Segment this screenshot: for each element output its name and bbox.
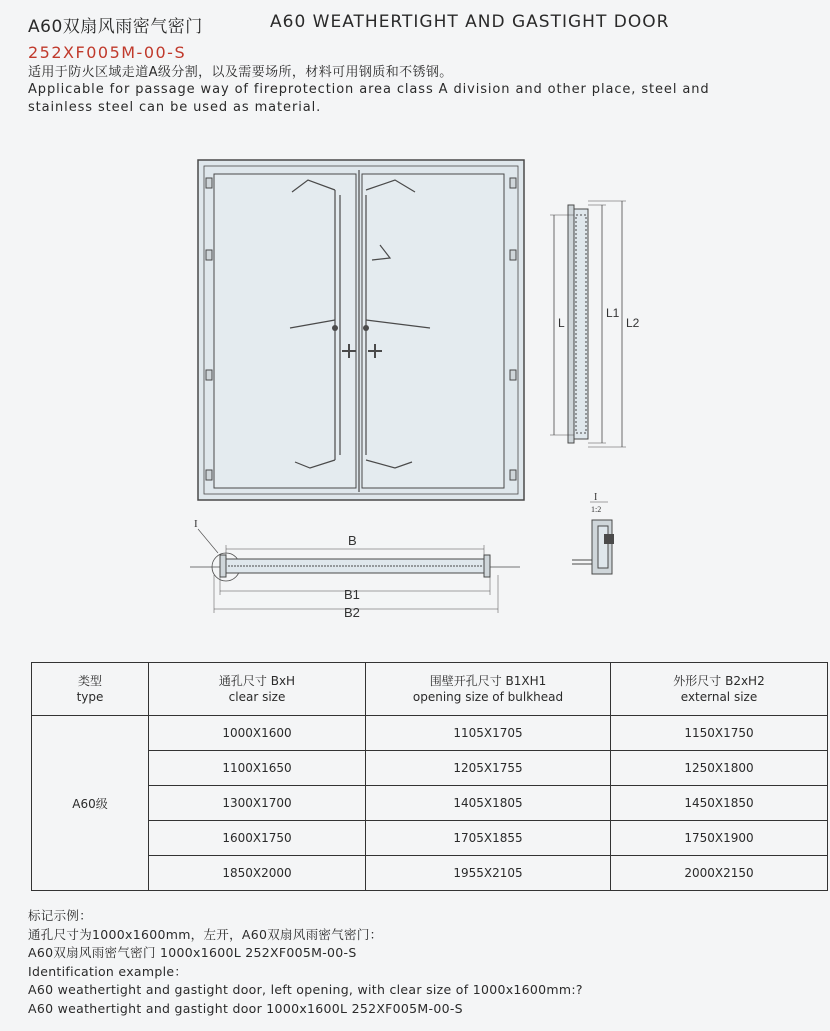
th-type-en: type — [76, 690, 104, 704]
cell-opening: 1205X1755 — [366, 751, 611, 786]
th-clear-cn: 通孔尺寸 BxH — [218, 674, 296, 688]
th-opening-en: opening size of bulkhead — [412, 690, 564, 704]
description-en-line1: Applicable for passage way of fireprotection area class A division and other place, steel and — [28, 82, 710, 97]
description-en-line2: stainless steel can be used as material. — [28, 100, 322, 115]
label-B2: B2 — [344, 605, 360, 620]
cell-external: 2000X2150 — [611, 856, 828, 891]
header — [28, 12, 828, 117]
th-external — [611, 663, 828, 716]
scale-label: 1:2 — [591, 505, 602, 514]
label-B1: B1 — [344, 587, 360, 602]
cell-external: 1750X1900 — [611, 821, 828, 856]
title-cn: A60双扇风雨密气密门 — [28, 17, 203, 37]
description-cn: 适用于防火区域走道A级分割，以及需要场所，材料可用钢质和不锈钢。 — [28, 65, 453, 80]
cell-opening: 1105X1705 — [366, 716, 611, 751]
th-clear — [149, 663, 366, 716]
cell-external: 1150X1750 — [611, 716, 828, 751]
label-detail-I: I — [194, 518, 198, 530]
table-row — [32, 856, 828, 891]
door-side-view — [540, 195, 650, 455]
th-type-cn: 类型 — [77, 674, 102, 688]
cell-clear: 1300X1700 — [149, 786, 366, 821]
th-external-en: external size — [680, 690, 758, 704]
cell-clear: 1000X1600 — [149, 716, 366, 751]
cell-external: 1250X1800 — [611, 751, 828, 786]
label-L1: L1 — [606, 306, 620, 320]
cell-clear: 1100X1650 — [149, 751, 366, 786]
label-L: L — [558, 316, 565, 330]
door-plan-view — [180, 515, 540, 625]
note-line-1: 标记示例： — [28, 908, 93, 923]
title-en: A60 WEATHERTIGHT AND GASTIGHT DOOR — [270, 12, 670, 32]
table-row — [32, 751, 828, 786]
label-L2: L2 — [626, 316, 640, 330]
table-header-row — [32, 663, 828, 716]
detail-view — [568, 488, 638, 588]
table-row — [32, 786, 828, 821]
th-opening — [366, 663, 611, 716]
cell-clear: 1600X1750 — [149, 821, 366, 856]
type-cell: A60级 — [32, 716, 149, 891]
title-row — [28, 12, 828, 37]
note-line-3: A60双扇风雨密气密门 1000x1600L 252XF005M-00-S — [28, 945, 357, 960]
door-front-view — [190, 150, 540, 510]
size-table — [31, 662, 828, 891]
cell-clear: 1850X2000 — [149, 856, 366, 891]
cell-opening: 1705X1855 — [366, 821, 611, 856]
th-external-cn: 外形尺寸 B2xH2 — [673, 674, 765, 688]
cell-external: 1450X1850 — [611, 786, 828, 821]
detail-label: I — [594, 492, 598, 503]
product-code: 252XF005M-00-S — [28, 43, 187, 62]
note-line-4: Identification example： — [28, 963, 188, 979]
note-line-5: A60 weathertight and gastight door, left opening, with clear size of 1000x1600mm:? — [28, 982, 583, 997]
note-line-6: A60 weathertight and gastight door 1000x1600L 252XF005M-00-S — [28, 1000, 463, 1016]
identification-notes — [28, 907, 583, 1018]
th-type — [32, 663, 149, 716]
table-row — [32, 821, 828, 856]
th-clear-en: clear size — [228, 690, 286, 704]
table-row — [32, 716, 828, 751]
note-line-2: 通孔尺寸为1000x1600mm，左开，A60双扇风雨密气密门： — [28, 926, 383, 942]
cell-opening: 1955X2105 — [366, 856, 611, 891]
label-B: B — [348, 533, 357, 548]
th-opening-cn: 围壁开孔尺寸 B1XH1 — [429, 674, 547, 688]
cell-opening: 1405X1805 — [366, 786, 611, 821]
